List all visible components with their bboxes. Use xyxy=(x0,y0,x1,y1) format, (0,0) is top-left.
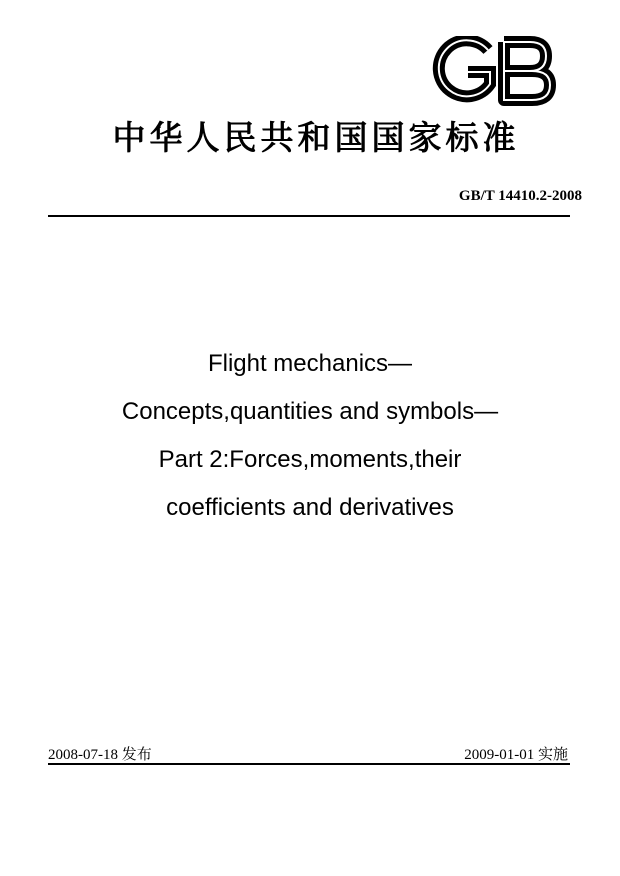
title-line: Part 2:Forces,moments,their xyxy=(158,446,462,473)
bottom-divider xyxy=(48,763,570,765)
issuing-organization: 中华人民共和国国家标准 xyxy=(112,118,520,157)
gb-logo xyxy=(428,36,558,106)
implementation-date: 2009-01-01 实施 xyxy=(464,747,568,763)
top-divider xyxy=(48,215,570,217)
title-line: coefficients and derivatives xyxy=(166,494,454,521)
title-line: Flight mechanics— xyxy=(207,350,413,377)
issue-date: 2008-07-18 发布 xyxy=(48,747,152,763)
title-line: Concepts,quantities and symbols— xyxy=(121,398,499,425)
standard-number: GB/T 14410.2-2008 xyxy=(458,188,582,204)
document-title xyxy=(40,340,580,532)
